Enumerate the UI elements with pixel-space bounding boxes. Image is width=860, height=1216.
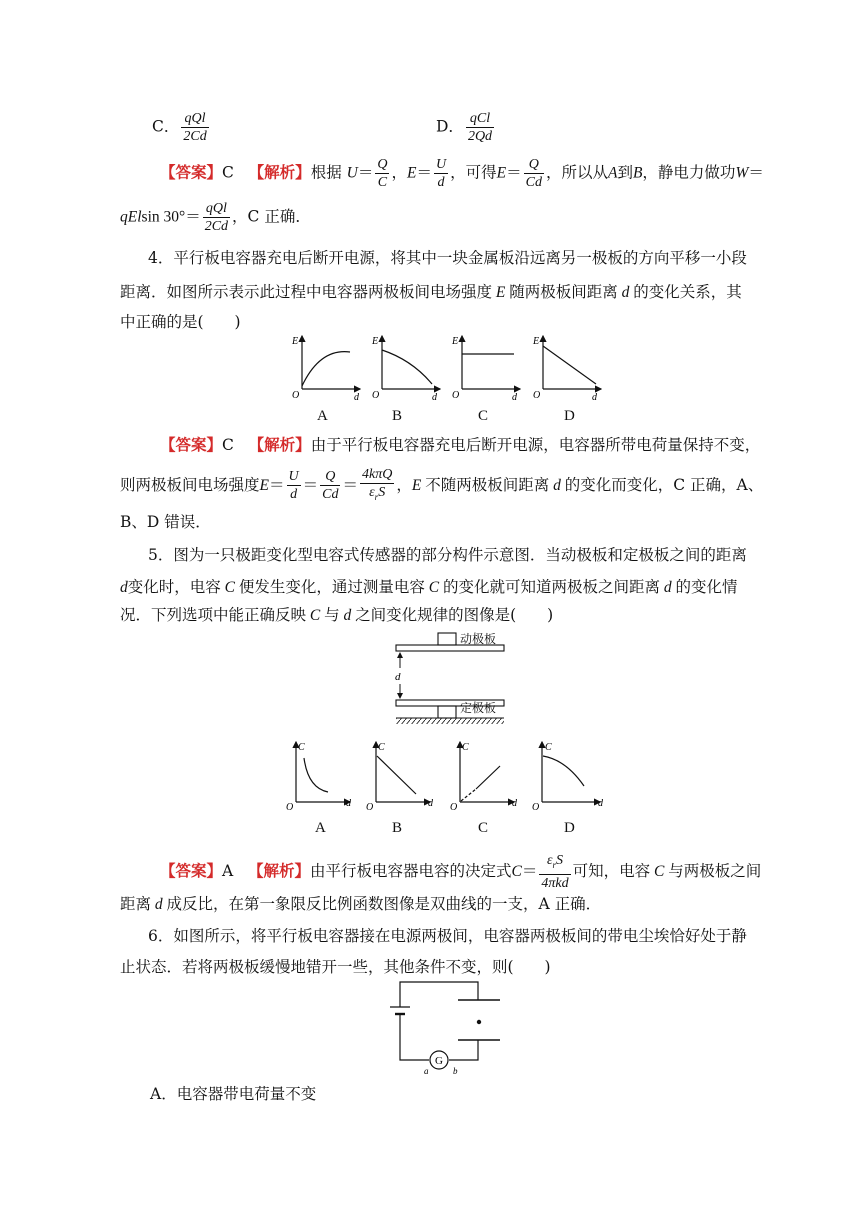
svg-text:d: d [592, 392, 597, 403]
q5-graph-label-b: B [392, 820, 403, 836]
svg-text:E: E [372, 336, 379, 347]
analysis-tag: 【解析】 [248, 435, 311, 454]
fraction-num: qQl [181, 110, 208, 128]
option-label: C． [152, 117, 180, 136]
svg-text:O: O [286, 802, 294, 813]
terminal-a-label: a [424, 1066, 429, 1076]
stem-text: 之间变化规律的图像是( ) [355, 606, 554, 624]
fraction-den: 2Qd [467, 129, 493, 144]
svg-text:E: E [292, 336, 299, 347]
q5-graph-label-d: D [564, 820, 575, 836]
analysis-text: 由平行板电容器电容的决定式 [310, 861, 512, 880]
dust-particle [477, 1020, 481, 1024]
answer-value: A [222, 861, 234, 880]
analysis-text: ，静电力做功 [642, 163, 736, 182]
svg-text:E: E [452, 336, 459, 347]
q5-stem-line3: 况．下列选项中能正确反映 C 与 d 之间变化规律的图像是( ) [120, 606, 554, 624]
analysis-text: 由于平行板电容器充电后断开电源，电容器所带电荷量保持不变， [310, 436, 761, 454]
gap-label: d [395, 671, 401, 683]
q4-stem-line2: 距离．如图所示表示此过程中电容器两极板间电场强度 E 随两极板间距离 d 的变化关系，其 [120, 283, 742, 301]
svg-text:d: d [428, 798, 433, 809]
svg-text:d: d [432, 392, 437, 403]
analysis-text: 可知，电容 [572, 861, 651, 880]
svg-text:C: C [298, 742, 305, 753]
q3-analysis-line2: qElsin 30°＝ $\frac{\text{qQl}}{2Cd}$ ，C 正确． [120, 201, 311, 234]
moving-plate-label: 动极板 [460, 632, 497, 646]
q4-graph-label-b: B [392, 408, 403, 424]
svg-text:d: d [354, 392, 359, 403]
stem-text: 便发生变化，通过测量电容 [238, 578, 425, 596]
q5-stem-line1: 5．图为一只极距变化型电容式传感器的部分构件示意图．当动极板和定极板之间的距离 [148, 546, 747, 564]
answer-tag: 【答案】 [160, 435, 223, 454]
svg-text:O: O [450, 802, 458, 813]
answer-value: C [222, 163, 234, 182]
terminal-b-label: b [453, 1066, 458, 1076]
svg-text:d: d [512, 392, 517, 403]
q4-graph-label-a: A [317, 408, 328, 424]
option-label: D． [436, 117, 464, 136]
analysis-text: ，所以从 [545, 163, 608, 182]
analysis-text: qEl [120, 208, 142, 226]
analysis-text: 根据 [310, 163, 342, 182]
stem-text: 的变化关系，其 [633, 283, 742, 301]
stem-text: 随两极板间距离 [509, 283, 618, 301]
svg-text:O: O [292, 390, 300, 401]
svg-text:C: C [378, 742, 385, 753]
svg-text:d: d [346, 798, 351, 809]
analysis-tag: 【解析】 [248, 162, 311, 182]
analysis-text: sin 30°＝ [141, 208, 201, 226]
analysis-text: 不随两极板间距离 [425, 475, 550, 494]
q5-answer-line: 【答案】A 【解析】由平行板电容器电容的决定式C＝ $\frac{\varepsilon_rS}{\text{4πkd}}$ 可知，电容 C 与两极板之间 [160, 853, 762, 891]
svg-text:E: E [533, 336, 540, 347]
q4-stem-line1: 4．平行板电容器充电后断开电源，将其中一块金属板沿远离另一极板的方向平移一小段 [148, 249, 747, 267]
answer-tag: 【答案】 [160, 860, 223, 880]
svg-text:d: d [512, 798, 517, 809]
q5-analysis-line2: 距离 d 成反比，在第一象限反比例函数图像是双曲线的一支，A 正确． [120, 895, 602, 913]
q4-analysis-line3: B、D 错误． [120, 513, 211, 531]
svg-text:d: d [598, 798, 603, 809]
stem-text: 的变化情 [675, 578, 738, 596]
analysis-text: 到 [617, 163, 633, 182]
q4-stem-line3: 中正确的是( ) [120, 313, 241, 331]
q5-stem-line2: d变化时，电容 C 便发生变化，通过测量电容 C 的变化就可知道两极板之间距离 d 的变化情 [120, 578, 738, 596]
analysis-text: 与两极板之间 [668, 861, 762, 880]
fraction-den: 2Cd [183, 129, 207, 144]
analysis-text: ，C 正确． [232, 207, 311, 226]
svg-text:O: O [532, 802, 540, 813]
analysis-text: 距离 [120, 895, 152, 913]
stem-text: 变化时，电容 [127, 578, 221, 596]
q4-graph-label-c: C [478, 408, 489, 424]
q5-graph-label-c: C [478, 820, 489, 836]
q6-stem-line2: 止状态．若将两极板缓慢地错开一些，其他条件不变，则( ) [120, 958, 551, 976]
q4-graph-label-d: D [564, 408, 575, 424]
q6-option-a: A．电容器带电荷量不变 [150, 1085, 317, 1103]
svg-text:O: O [372, 390, 380, 401]
analysis-tag: 【解析】 [248, 860, 311, 880]
svg-text:O: O [366, 802, 374, 813]
q4-analysis-line2: 则两极板间电场强度E＝ $\frac{U}{d}$ ＝ $\frac{Q}{Cd}$ ＝ $\frac{\text{4kπQ}}{\varepsilon_rS}$ ，E 不随两极板间距离 d 的变化而变化，C 正确，A、 [120, 467, 764, 503]
analysis-text: 的变化而变化，C 正确，A、 [564, 475, 764, 494]
fixed-plate-label: 定极板 [460, 701, 497, 715]
svg-text:C: C [462, 742, 469, 753]
galvanometer-label: G [435, 1055, 443, 1067]
svg-text:C: C [545, 742, 552, 753]
answer-value: C [222, 436, 234, 454]
analysis-text: ，可得 [450, 163, 497, 182]
stem-text: 的变化就可知道两极板之间距离 [442, 578, 660, 596]
analysis-text: 成反比，在第一象限反比例函数图像是双曲线的一支，A 正确． [166, 895, 602, 913]
stem-text: 况．下列选项中能正确反映 [120, 606, 307, 624]
q3-answer-line: 【答案】C 【解析】根据 U＝ $\frac{Q}{C}$ ，E＝ $\frac{U}{d}$ ，可得E＝ $\frac{Q}{Cd}$ ，所以从A到B，静电力做功W＝ [160, 157, 764, 190]
answer-tag: 【答案】 [160, 162, 223, 182]
svg-text:O: O [533, 390, 541, 401]
q5-graph-label-a: A [315, 820, 326, 836]
svg-text:O: O [452, 390, 460, 401]
fraction-num: qCl [466, 110, 494, 128]
analysis-text: 则两极板间电场强度 [120, 475, 260, 494]
stem-text: 与 [324, 606, 340, 624]
stem-text: 距离．如图所示表示此过程中电容器两极板间电场强度 [120, 283, 493, 301]
q6-stem-line1: 6．如图所示，将平行板电容器接在电源两极间，电容器两极板间的带电尘埃恰好处于静 [148, 927, 747, 945]
